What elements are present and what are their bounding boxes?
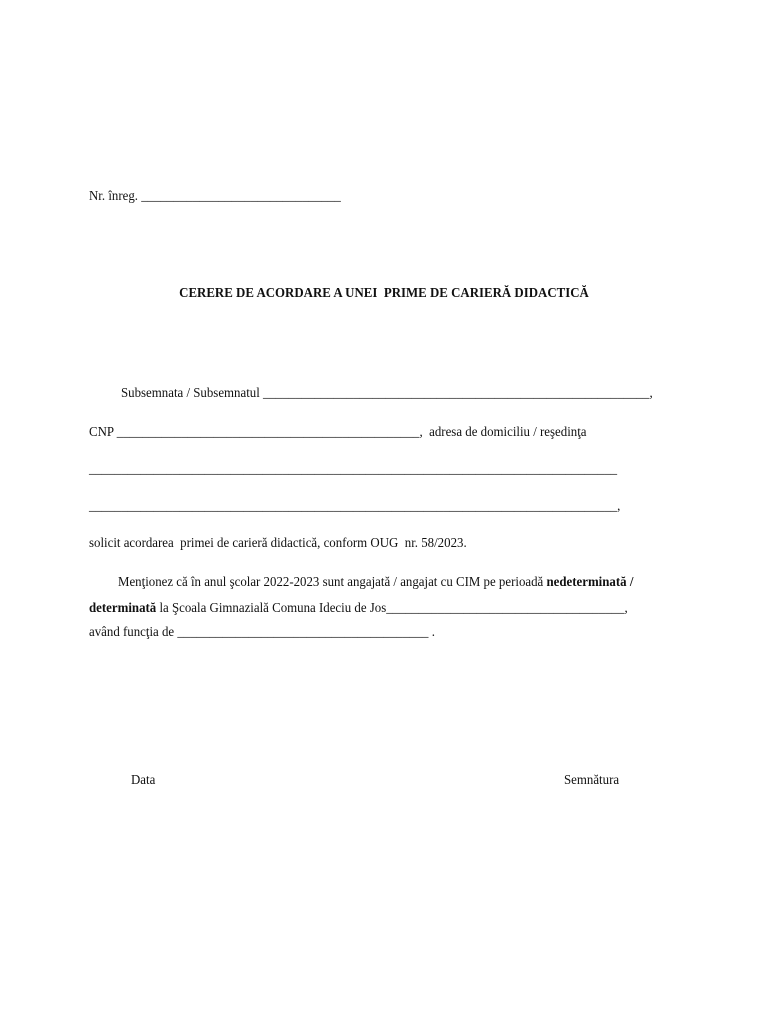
cnp-blank: _______________________________________________, bbox=[116, 425, 423, 440]
cnp-line bbox=[89, 424, 587, 442]
employment-line-1-text: Menţionez că în anul şcolar 2022-2023 sunt angajată / angajat cu CIM pe perioadă bbox=[118, 575, 547, 590]
applicant-line bbox=[121, 385, 653, 403]
registration-line bbox=[89, 188, 341, 206]
school-name: la Şcoala Gimnazială Comuna Ideciu de Jos bbox=[156, 601, 387, 616]
address-line-1: __________________________________________________________________________________ bbox=[89, 462, 618, 477]
employment-line-1 bbox=[118, 574, 633, 592]
date-label: Data bbox=[131, 773, 156, 788]
document-title: CERERE DE ACORDARE A UNEI PRIME DE CARIERĂ DIDACTICĂ bbox=[179, 286, 589, 301]
contract-type-fixed: determinată bbox=[89, 601, 157, 616]
request-text: solicit acordarea primei de carieră didactică, conform OUG nr. 58/2023. bbox=[89, 536, 467, 551]
school-blank: _____________________________________, bbox=[386, 601, 628, 616]
address-line-2: __________________________________________________________________________________, bbox=[89, 499, 621, 514]
registration-label: Nr. înreg. bbox=[89, 189, 142, 204]
applicant-label: Subsemnata / Subsemnatul bbox=[121, 386, 264, 401]
signature-label: Semnătura bbox=[564, 773, 620, 788]
function-line bbox=[89, 624, 435, 642]
contract-type-indefinite: nedeterminată / bbox=[546, 575, 634, 590]
cnp-label: CNP bbox=[89, 425, 117, 440]
registration-blank: _______________________________ bbox=[141, 189, 341, 204]
function-label: având funcţia de bbox=[89, 625, 178, 640]
applicant-blank: ____________________________________________________________, bbox=[263, 386, 653, 401]
employment-line-2 bbox=[89, 600, 628, 618]
address-label: adresa de domiciliu / reşedinţa bbox=[422, 425, 587, 440]
function-blank: _______________________________________ . bbox=[177, 625, 435, 640]
